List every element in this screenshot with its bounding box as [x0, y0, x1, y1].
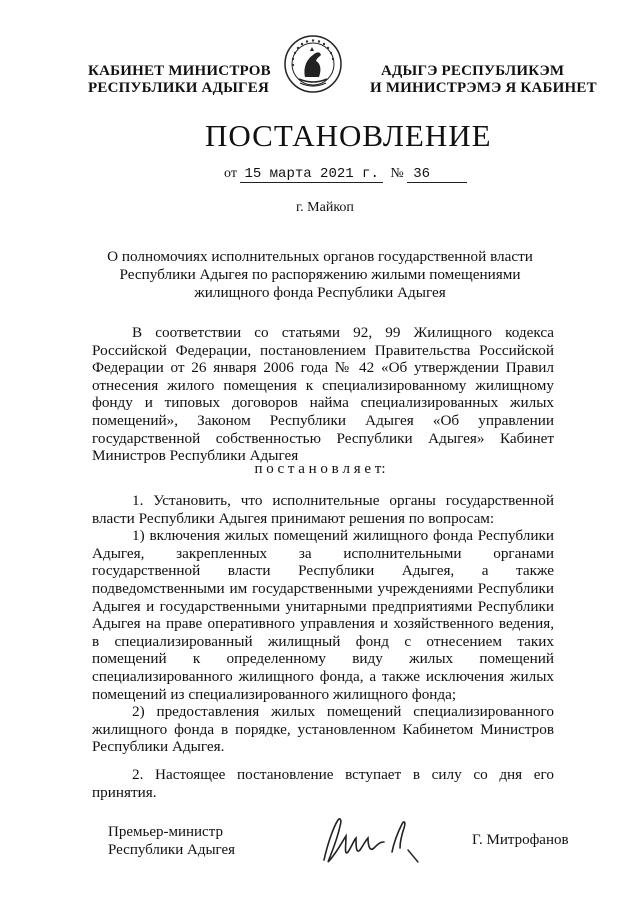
position-line1: Премьер-министр [108, 824, 223, 840]
coat-of-arms-emblem [283, 33, 343, 95]
header-left [88, 63, 271, 97]
date-number-line [224, 166, 467, 183]
signatory-position [108, 823, 235, 859]
header-left-line2: РЕСПУБЛИКИ АДЫГЕЯ [88, 80, 270, 96]
preamble-text: В соответствии со статьями 92, 99 Жилищного кодекса Российской Федерации, постановлением Правительства Российской Федерации от 26 января 2006 года № 42 «Об утверждении Правил отнесения жилого помещения к специализированному жилищному фонду и типовых договоров найма специализированных жилых помещений», Законом Республики Адыгея «Об управлении государственной собственностью Республики Адыгея» Кабинет Министров Республики Адыгея [92, 324, 554, 465]
item-1-subitem-1: 1) включения жилых помещений жилищного фонда Республики Адыгея, закрепленных за исполнительными органами государственной власти Республики Адыгея, а также подведомственными им государственными учреждениями Республики Адыгея и государственными унитарными предприятиями Республики Адыгея на праве оперативного управления и хозяйственного ведения, в специализированный жилищный фонд с отнесением таких помещений к определенному виду жилых помещений специализированного жилищного фонда, а также исключения жилых помещений из специализированного жилищного фонда; [92, 527, 554, 703]
item-2: 2. Настоящее постановление вступает в силу со дня его принятия. [92, 765, 554, 801]
item-1: 1. Установить, что исполнительные органы государственной власти Республики Адыгея принимают решения по вопросам: [92, 492, 554, 527]
handwritten-signature [318, 812, 423, 872]
date-prefix: от [224, 166, 237, 181]
signatory-name: Г. Митрофанов [472, 832, 569, 848]
decree-word: п о с т а н о в л я е т: [254, 461, 386, 477]
city: г. Майкоп [296, 200, 354, 215]
document-date: 15 марта 2021 г. [240, 166, 382, 183]
header-left-line1: КАБИНЕТ МИНИСТРОВ [88, 63, 271, 79]
header-right-line2: И МИНИСТРЭМЭ Я КАБИНЕТ [370, 80, 597, 96]
header-right [370, 63, 597, 97]
item-1-subitem-2: 2) предоставления жилых помещений специализированного жилищного фонда в порядке, установленном Кабинетом Министров Республики Адыгея. [92, 703, 554, 756]
subject-line3: жилищного фонда Республики Адыгея [194, 284, 446, 301]
subject-line1: О полномочиях исполнительных органов государственной власти [107, 248, 533, 265]
document-title: ПОСТАНОВЛЕНИЕ [205, 118, 492, 153]
number-sign: № [390, 166, 404, 181]
header-right-line1: АДЫГЭ РЕСПУБЛИКЭМ [381, 63, 565, 79]
position-line2: Республики Адыгея [108, 842, 236, 858]
decree-items [92, 492, 554, 801]
preamble [92, 324, 554, 465]
subject-line2: Республики Адыгея по распоряжению жилыми помещениями [119, 266, 521, 283]
document-subject [60, 248, 580, 302]
document-number: 36 [407, 166, 467, 183]
